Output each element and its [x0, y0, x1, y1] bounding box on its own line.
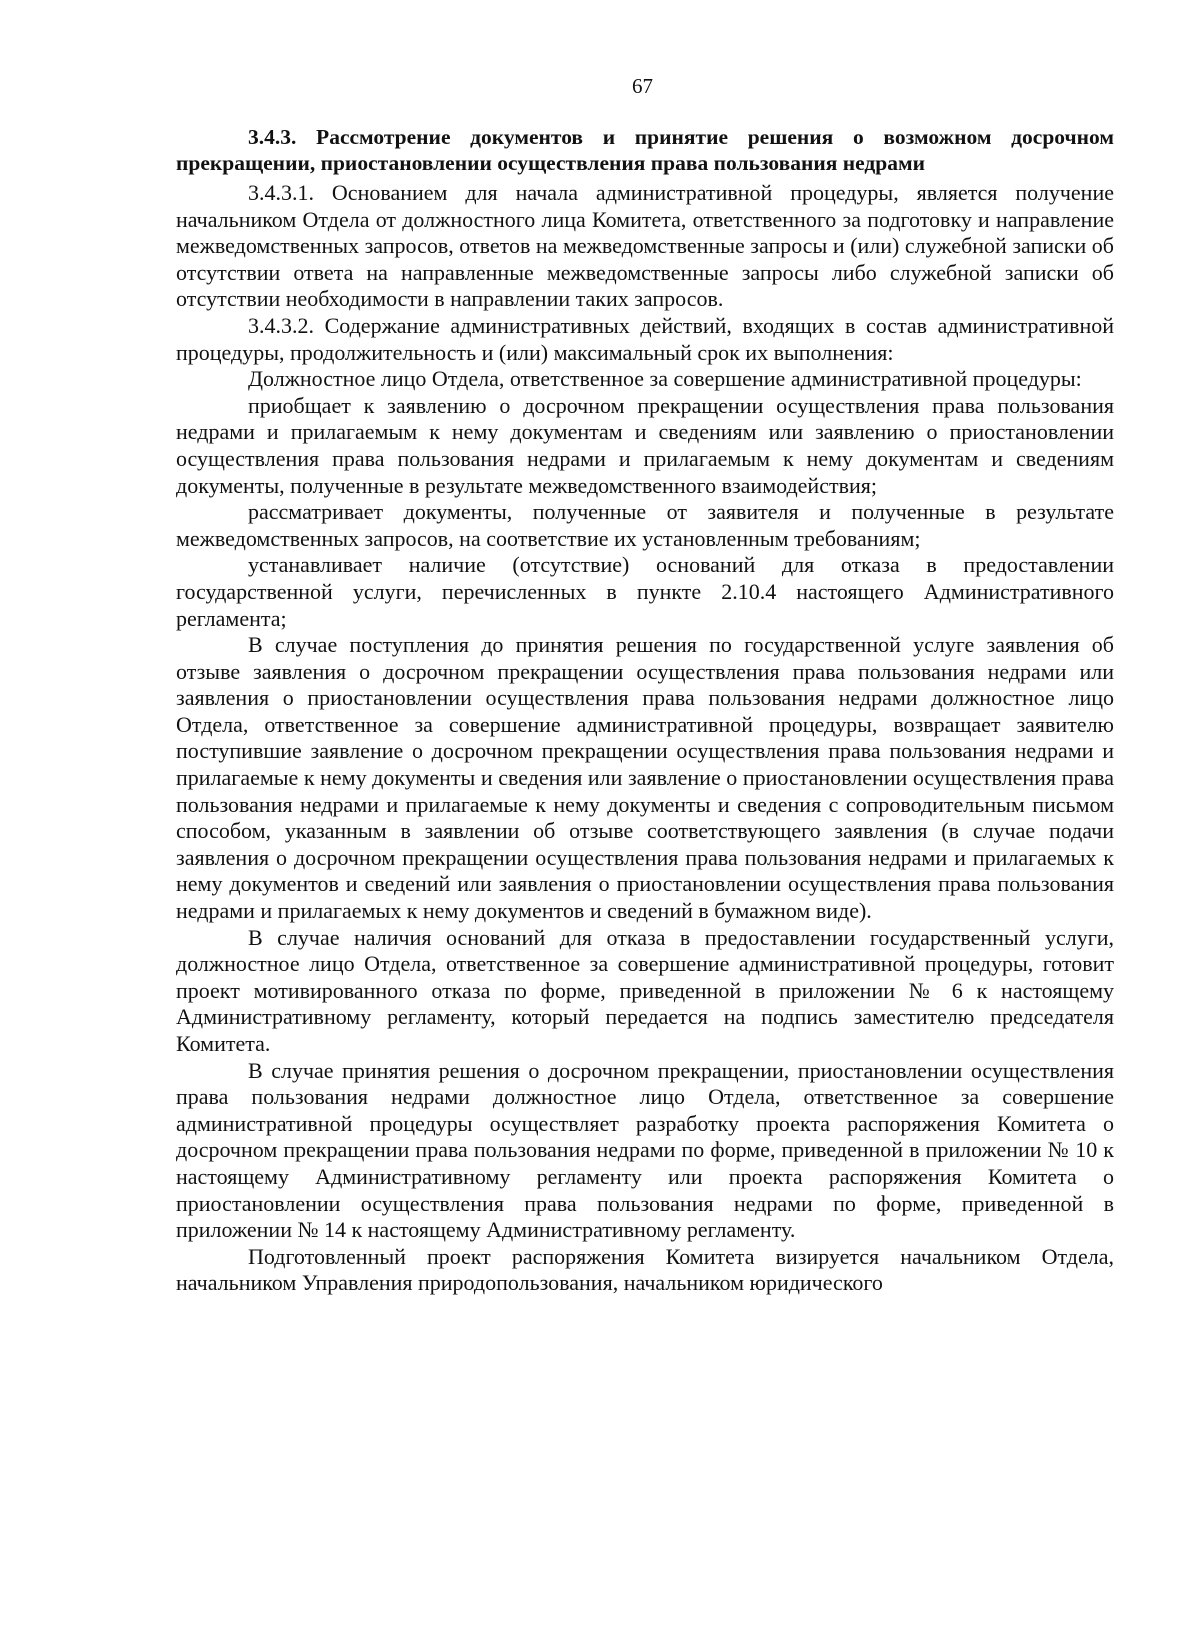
paragraph-decision-case: В случае принятия решения о досрочном прекращении, приостановлении осуществления права пользования недрами должностное лицо Отдела, ответственное за совершение административной процедуры осуществляет разработку проекта распоряжения Комитета о досрочном прекращении права пользования недрами по форме, приведенной в приложении № 10 к настоящему Административному регламенту или проекта распоряжения Комитета о приостановлении осуществления права пользования недрами по форме, приведенной в приложении № 14 к настоящему Административному регламенту. — [176, 1057, 1114, 1243]
paragraph-attaches-documents: приобщает к заявлению о досрочном прекращении осуществления права пользования недрами и прилагаемым к нему документам и сведениям или заявлению о приостановлении осуществления права пользования недрами и прилагаемым к нему документам и сведениям документы, полученные в результате межведомственного взаимодействия; — [176, 392, 1114, 498]
paragraph-responsible-official: Должностное лицо Отдела, ответственное за совершение административной процедуры: — [248, 366, 1082, 392]
paragraph-refusal-case: В случае наличия оснований для отказа в предоставлении государственный услуги, должностное лицо Отдела, ответственное за совершение административной процедуры, готовит проект мотивированного отказа по форме, приведенной в приложении № 6 к настоящему Административному регламенту, который передается на подпись заместителю председателя Комитета. — [176, 924, 1114, 1056]
document-body — [176, 124, 1114, 1297]
paragraph-reviews-documents: рассматривает документы, полученные от заявителя и полученные в результате межведомственных запросов, на соответствие их установленным требованиям; — [176, 499, 1114, 551]
paragraph-3-4-3-2: 3.4.3.2. Содержание административных действий, входящих в состав административной процедуры, продолжительность и (или) максимальный срок их выполнения: — [176, 312, 1114, 365]
section-heading: 3.4.3. Рассмотрение документов и принятие решения о возможном досрочном прекращении, приостановлении осуществления права пользования недрами — [176, 125, 1114, 175]
paragraph-establishes-grounds: устанавливает наличие (отсутствие) оснований для отказа в предоставлении государственной услуги, перечисленных в пункте 2.10.4 настоящего Административного регламента; — [176, 552, 1114, 631]
page-number: 67 — [632, 74, 653, 98]
paragraph-withdrawal-case: В случае поступления до принятия решения по государственной услуге заявления об отзыве заявления о досрочном прекращении осуществления права пользования недрами или заявления о приостановлении осуществления права пользования недрами должностное лицо Отдела, ответственное за совершение административной процедуры, возвращает заявителю поступившие заявление о досрочном прекращении осуществления права пользования недрами и прилагаемые к нему документы и сведения или заявление о приостановлении осуществления права пользования недрами и прилагаемые к нему документы и сведения с сопроводительным письмом способом, указанным в заявлении об отзыве соответствующего заявления (в случае подачи заявления о досрочном прекращении осуществления права пользования недрами и прилагаемых к нему документов и сведений или заявления о приостановлении осуществления права пользования недрами и прилагаемых к нему документов и сведений в бумажном виде). — [176, 632, 1114, 924]
paragraph-3-4-3-1: 3.4.3.1. Основанием для начала административной процедуры, является получение начальником Отдела от должностного лица Комитета, ответственного за подготовку и направление межведомственных запросов, ответов на межведомственные запросы и (или) служебной записки об отсутствии ответа на направленные межведомственные запросы либо служебной записки об отсутствии необходимости в направлении таких запросов. — [176, 180, 1114, 312]
paragraph-draft-endorsement: Подготовленный проект распоряжения Комитета визируется начальником Отдела, начальником Управления природопользования, начальником юридического — [176, 1243, 1114, 1296]
